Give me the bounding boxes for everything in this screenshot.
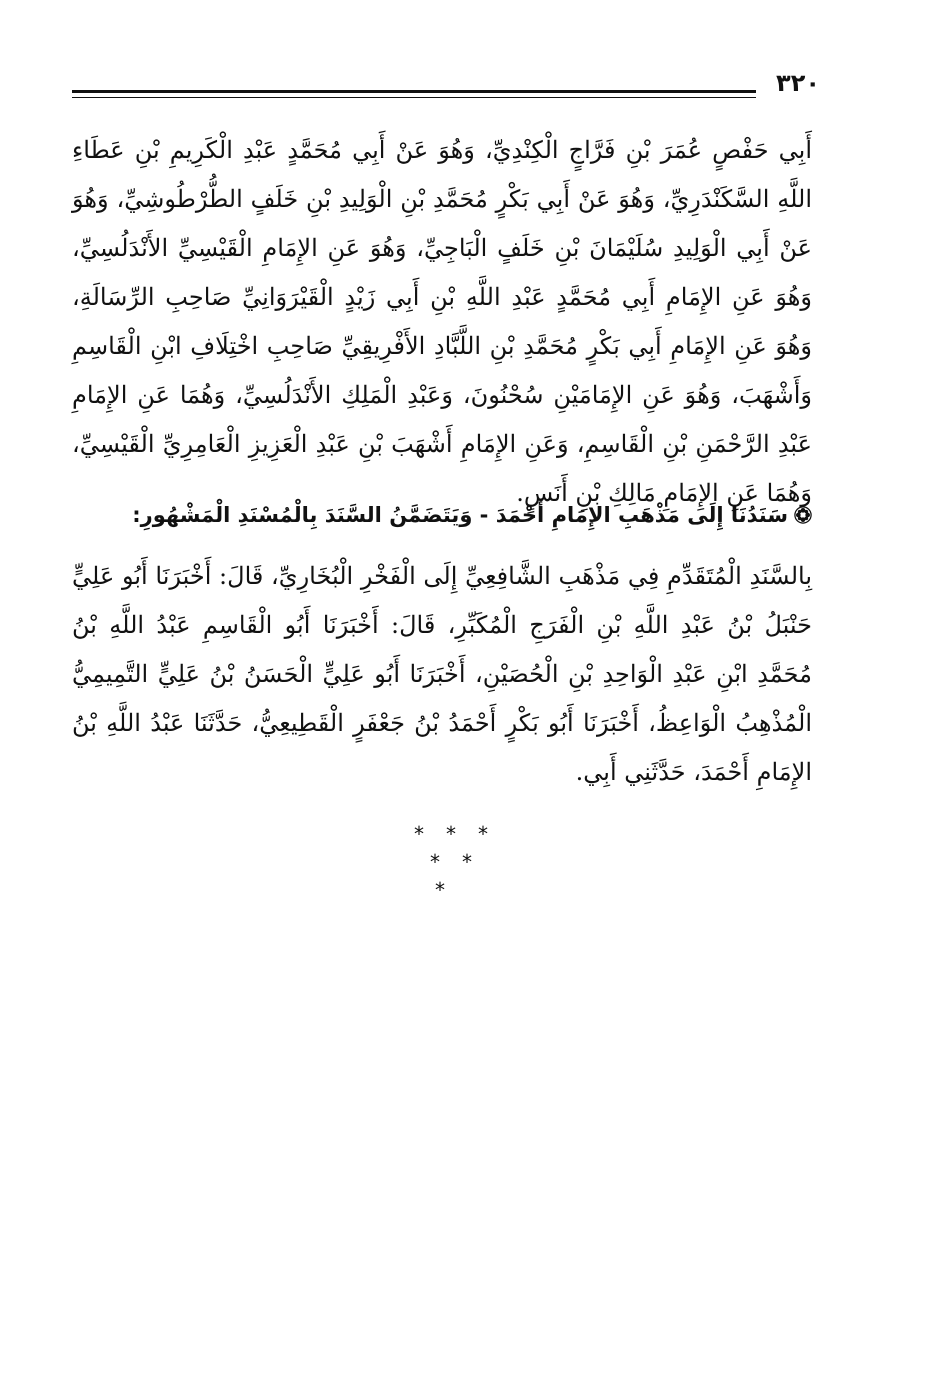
ornament-stars-row-2: ** (430, 850, 494, 874)
header-rule-thin (72, 97, 756, 98)
section-heading-text: سَنَدُنَا إِلَى مَذْهَبِ الإِمَامِ أَحْمَدَ - وَيَتَضَمَّنُ السَّنَدَ بِالْمُسْنَدِ الْمَشْهُورِ: (132, 503, 788, 527)
ornament-stars-row-3: * (435, 878, 445, 902)
body-paragraph-1: أَبِي حَفْصٍ عُمَرَ بْنِ فَرَّاجٍ الْكِنْدِيِّ، وَهُوَ عَنْ أَبِي مُحَمَّدٍ عَبْدِ الْكَرِيمِ بْنِ عَطَاءِ اللَّهِ السَّكَنْدَرِيِّ، وَهُوَ عَنْ أَبِي بَكْرٍ مُحَمَّدِ بْنِ الْوَلِيدِ بْنِ خَلَفٍ الطُّرْطُوشِيِّ، وَهُوَ عَنْ أَبِي الْوَلِيدِ سُلَيْمَانَ بْنِ خَلَفٍ الْبَاجِيِّ، وَهُوَ عَنِ الإِمَامِ الْقَيْسِيِّ الأَنْدَلُسِيِّ، وَهُوَ عَنِ الإِمَامِ أَبِي مُحَمَّدٍ عَبْدِ اللَّهِ بْنِ أَبِي زَيْدٍ الْقَيْرَوَانِيِّ صَاحِبِ الرِّسَالَةِ، وَهُوَ عَنِ الإِمَامِ أَبِي بَكْرٍ مُحَمَّدِ بْنِ اللَّبَّادِ الأَفْرِيقِيِّ صَاحِبِ اخْتِلَافِ ابْنِ الْقَاسِمِ وَأَشْهَبَ، وَهُوَ عَنِ الإِمَامَيْنِ سُحْنُونَ، وَعَبْدِ الْمَلِكِ الأَنْدَلُسِيِّ، وَهُمَا عَنِ الإِمَامِ عَبْدِ الرَّحْمَنِ بْنِ الْقَاسِمِ، وَعَنِ الإِمَامِ أَشْهَبَ بْنِ عَبْدِ الْعَزِيزِ الْعَامِرِيِّ الْقَيْسِيِّ، وَهُمَا عَنِ الإِمَامِ مَالِكِ بْنِ أَنَسٍ. (72, 136, 812, 507)
page-number: ٣٢٠ (776, 69, 820, 97)
section-heading (72, 496, 812, 534)
flower-icon (794, 506, 812, 524)
body-paragraph-2: بِالسَّنَدِ الْمُتَقَدِّمِ فِي مَذْهَبِ الشَّافِعِيِّ إِلَى الْفَخْرِ الْبُخَارِيِّ، قَالَ: أَخْبَرَنَا أَبُو عَلِيٍّ حَنْبَلُ بْنُ عَبْدِ اللَّهِ بْنِ الْفَرَجِ الْمُكَبِّرِ، قَالَ: أَخْبَرَنَا أَبُو الْقَاسِمِ عَبْدُ اللَّهِ بْنُ مُحَمَّدِ ابْنِ عَبْدِ الْوَاحِدِ بْنِ الْحُصَيْنِ، أَخْبَرَنَا أَبُو عَلِيٍّ الْحَسَنُ بْنُ عَلِيٍّ التَّمِيمِيُّ الْمُذْهِبُ الْوَاعِظُ، أَخْبَرَنَا أَبُو بَكْرٍ أَحْمَدُ بْنُ جَعْفَرٍ الْقَطِيعِيُّ، حَدَّثَنَا عَبْدُ اللَّهِ بْنُ الإِمَامِ أَحْمَدَ، حَدَّثَنِي أَبِي. (72, 562, 812, 786)
header-rule-thick (72, 90, 756, 93)
ornament-stars-row-1: *** (414, 822, 510, 846)
